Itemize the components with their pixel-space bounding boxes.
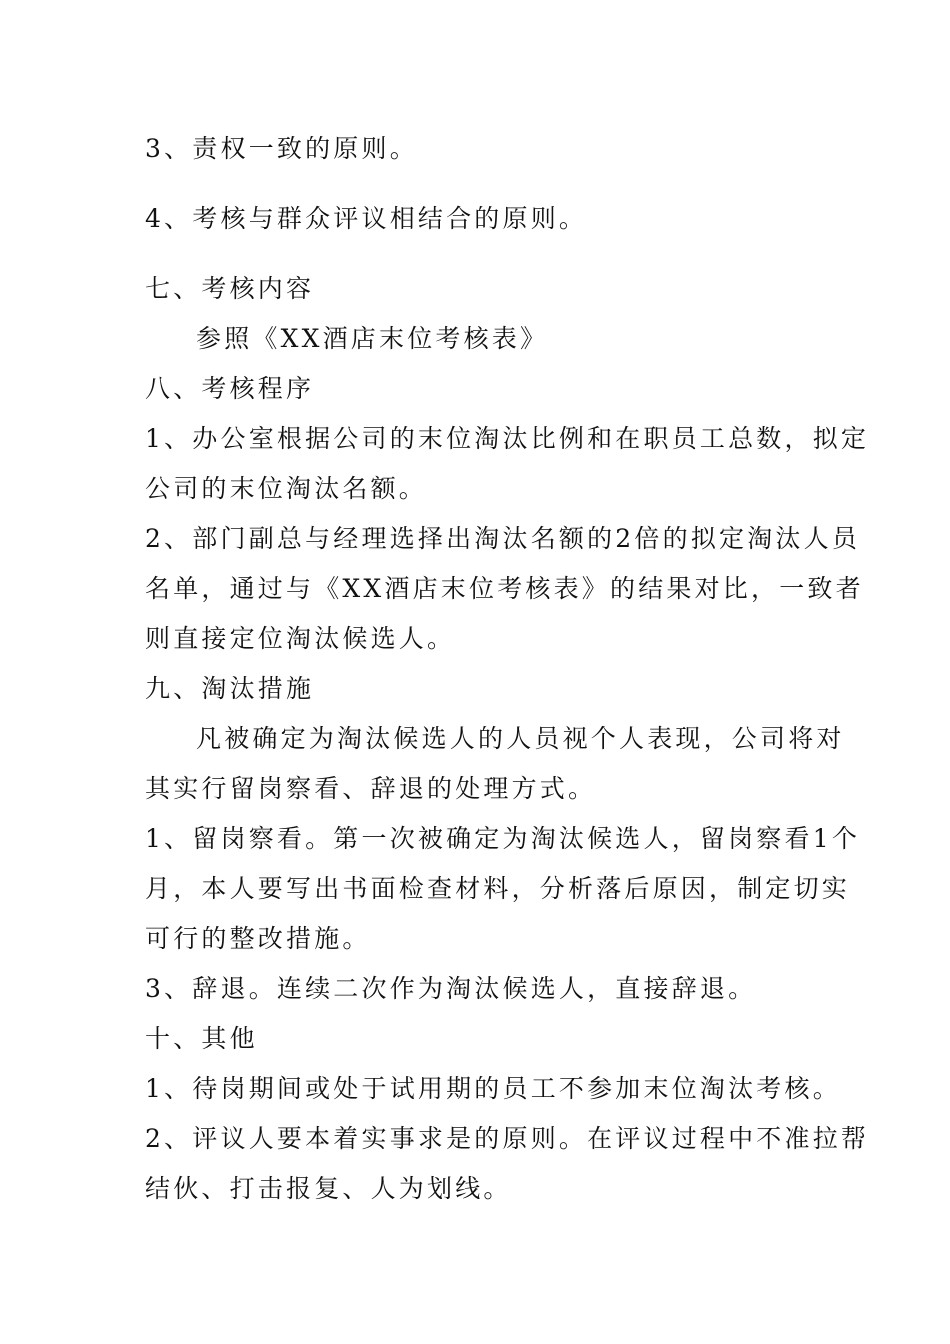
procedure-1-line-2: 公司的末位淘汰名额。 bbox=[145, 474, 428, 503]
section-9-heading: 九、淘汰措施 bbox=[145, 674, 315, 703]
section-8-heading: 八、考核程序 bbox=[145, 374, 315, 403]
principle-3: 3、责权一致的原则。 bbox=[145, 134, 418, 163]
procedure-2-line-1: 2、部门副总与经理选择出淘汰名额的2倍的拟定淘汰人员 bbox=[145, 524, 861, 553]
other-2-line-1: 2、评议人要本着实事求是的原则。在评议过程中不准拉帮 bbox=[145, 1124, 870, 1153]
other-2-line-2: 结伙、打击报复、人为划线。 bbox=[145, 1174, 512, 1203]
measure-1-line-2: 月，本人要写出书面检查材料，分析落后原因，制定切实 bbox=[145, 874, 851, 903]
measure-3: 3、辞退。连续二次作为淘汰候选人，直接辞退。 bbox=[145, 974, 757, 1003]
section-7-heading: 七、考核内容 bbox=[145, 274, 315, 303]
measure-1-line-1: 1、留岗察看。第一次被确定为淘汰候选人，留岗察看1个 bbox=[145, 824, 861, 853]
principle-4: 4、考核与群众评议相结合的原则。 bbox=[145, 204, 588, 233]
measures-intro-line-1: 凡被确定为淘汰候选人的人员视个人表现，公司将对 bbox=[196, 724, 845, 753]
procedure-1-line-1: 1、办公室根据公司的末位淘汰比例和在职员工总数，拟定 bbox=[145, 424, 870, 453]
procedure-2-line-3: 则直接定位淘汰候选人。 bbox=[145, 624, 456, 653]
measures-intro-line-2: 其实行留岗察看、辞退的处理方式。 bbox=[145, 774, 597, 803]
procedure-2-line-2: 名单，通过与《XX酒店末位考核表》的结果对比，一致者 bbox=[145, 574, 864, 603]
other-1: 1、待岗期间或处于试用期的员工不参加末位淘汰考核。 bbox=[145, 1074, 841, 1103]
section-10-heading: 十、其他 bbox=[145, 1024, 258, 1053]
measure-1-line-3: 可行的整改措施。 bbox=[145, 924, 371, 953]
section-7-reference: 参照《XX酒店末位考核表》 bbox=[196, 324, 549, 353]
